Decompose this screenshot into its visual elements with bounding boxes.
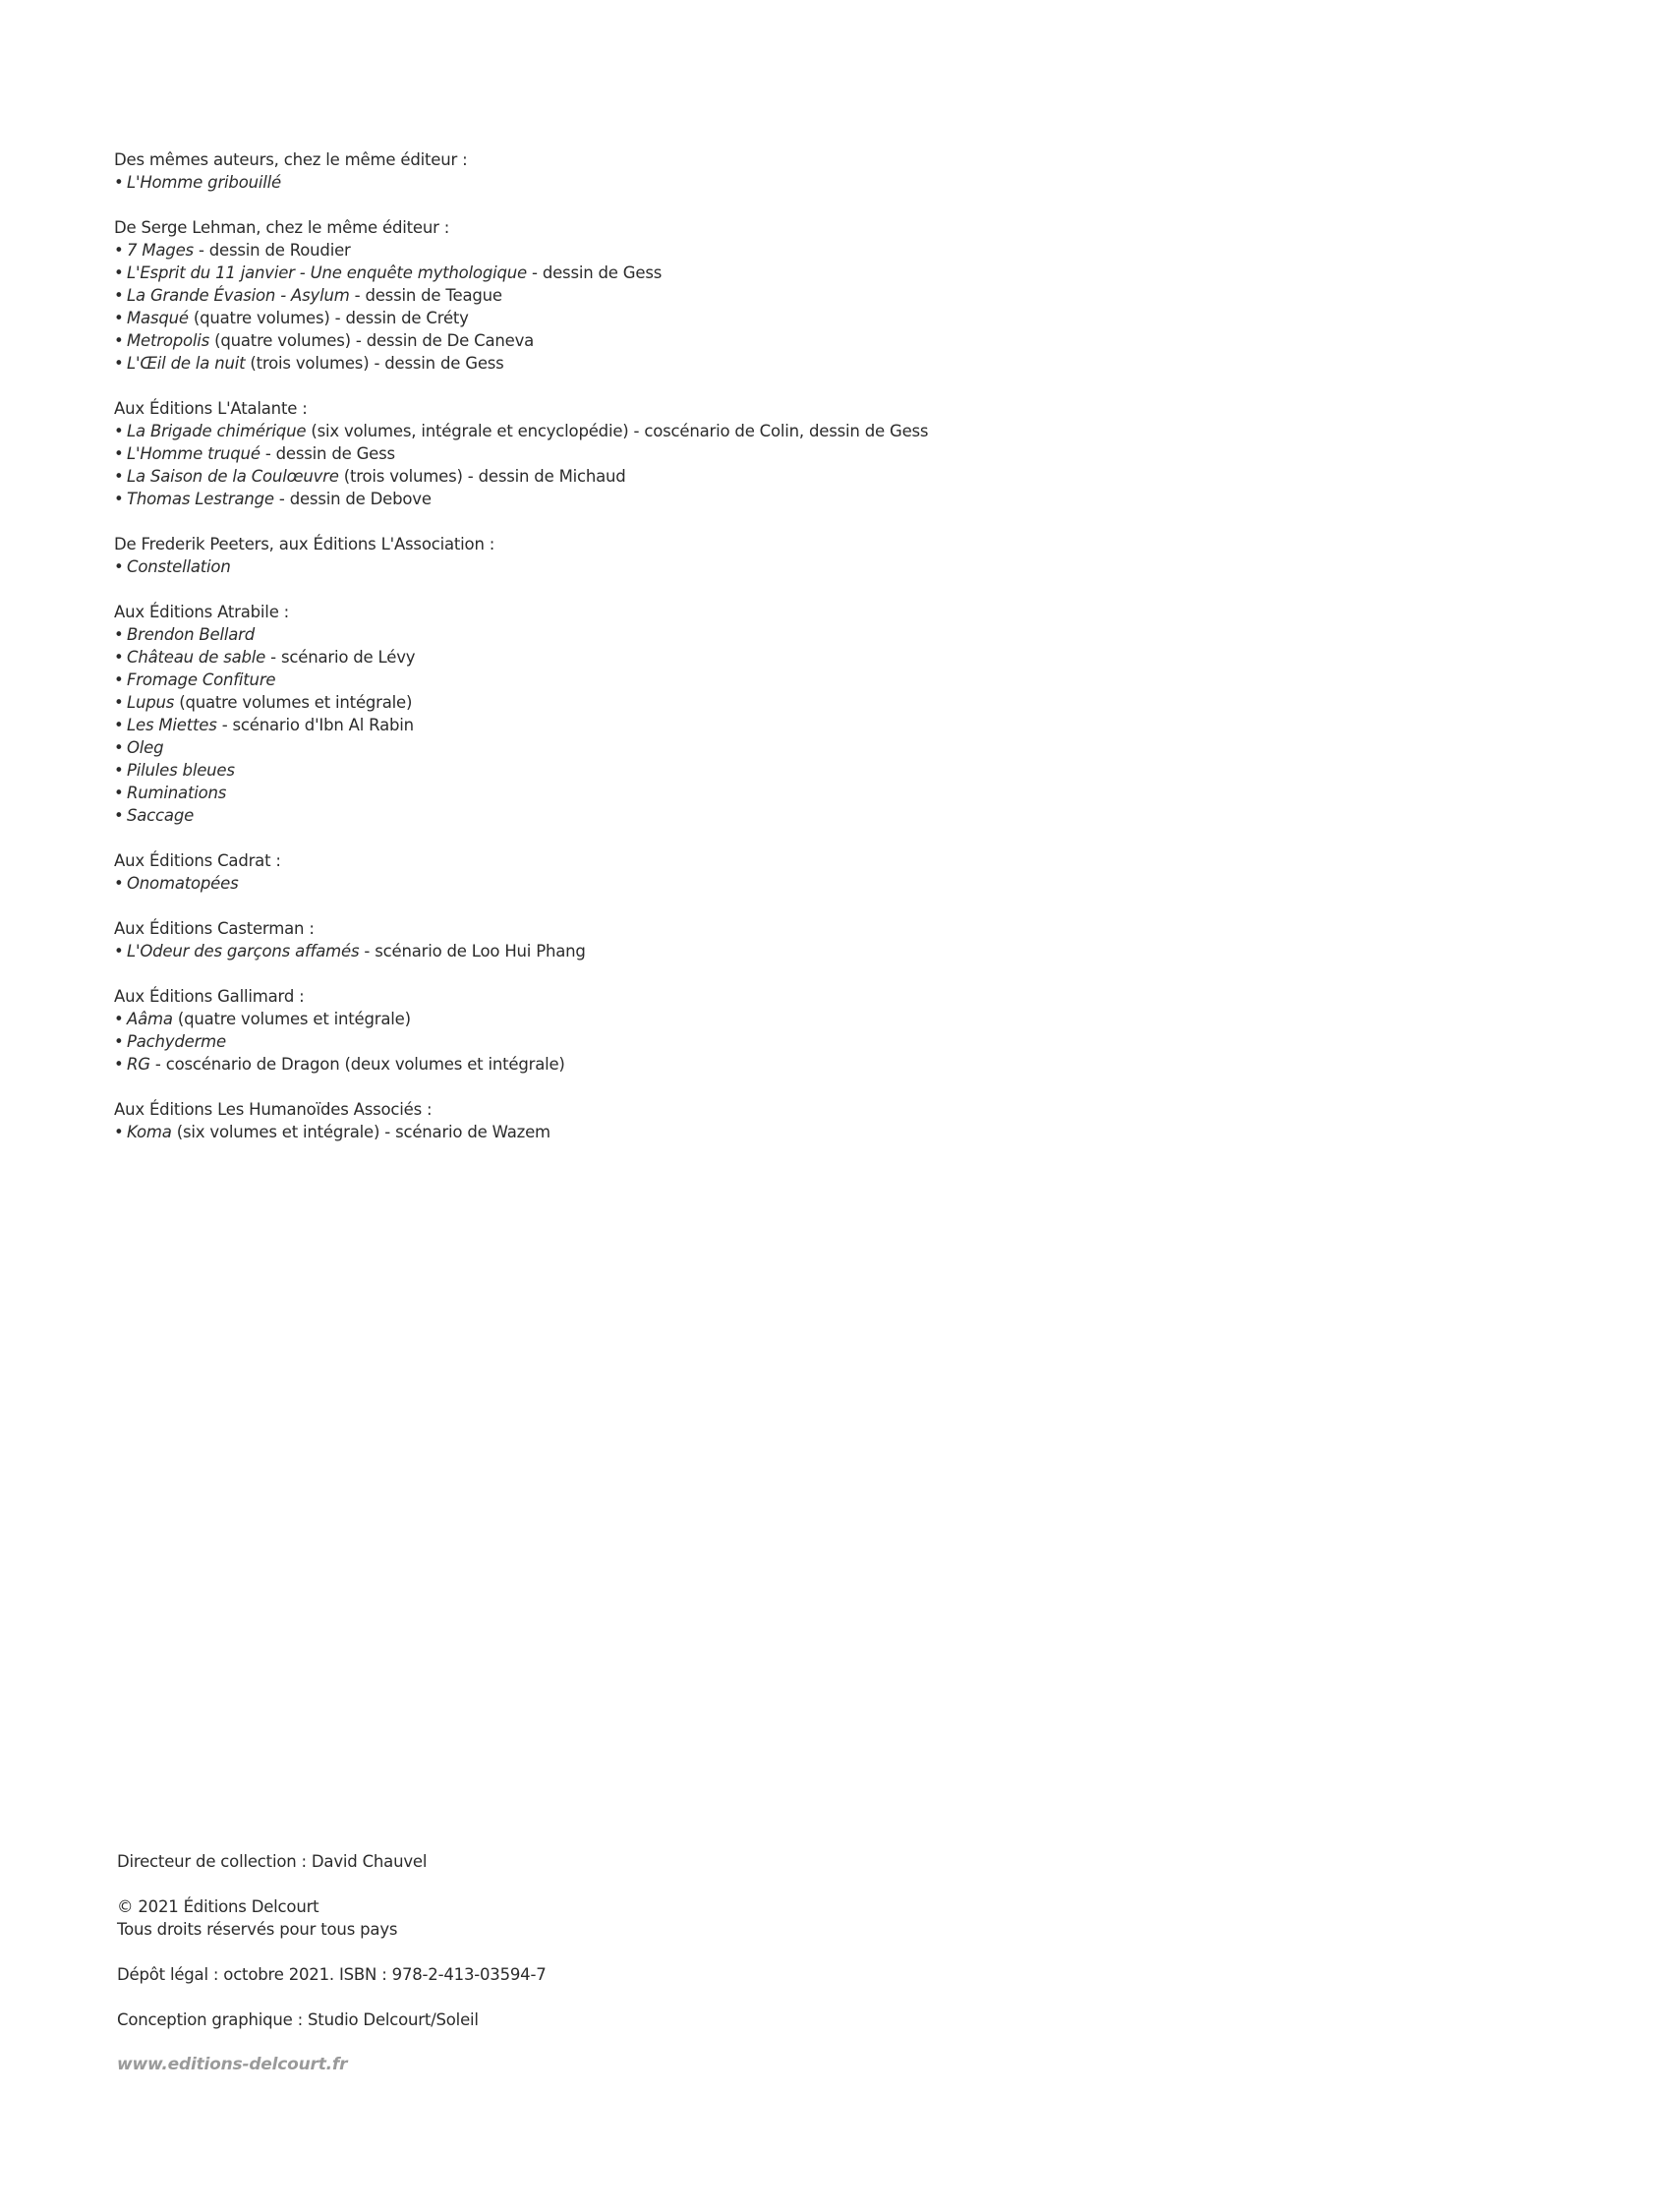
bullet-icon: • xyxy=(114,331,124,350)
list-item xyxy=(114,488,1490,510)
book-title: RG xyxy=(127,1055,150,1074)
bullet-icon: • xyxy=(114,557,124,576)
list-item xyxy=(114,555,1490,578)
book-title: Ruminations xyxy=(127,784,227,802)
book-details: (trois volumes) - dessin de Michaud xyxy=(338,467,626,486)
bullet-icon: • xyxy=(114,670,124,689)
bullet-icon: • xyxy=(114,309,124,327)
list-item xyxy=(114,284,1490,307)
bullet-icon: • xyxy=(114,693,124,712)
book-details: (quatre volumes et intégrale) xyxy=(172,1010,411,1028)
list-item xyxy=(114,1121,1490,1143)
publisher-section xyxy=(114,849,1490,895)
bullet-icon: • xyxy=(114,444,124,463)
book-details: - scénario d'Ibn Al Rabin xyxy=(216,716,414,734)
book-title: Koma xyxy=(127,1123,172,1141)
list-item xyxy=(114,420,1490,442)
graphic-design-credit: Conception graphique : Studio Delcourt/Soleil xyxy=(117,2010,479,2029)
bullet-icon: • xyxy=(114,490,124,508)
bullet-icon: • xyxy=(114,467,124,486)
section-heading: De Frederik Peeters, aux Éditions L'Association : xyxy=(114,535,495,553)
list-item xyxy=(114,352,1490,375)
list-item xyxy=(114,171,1490,194)
book-details: - scénario de Lévy xyxy=(265,648,416,667)
publisher-section xyxy=(114,397,1490,510)
spacer xyxy=(117,1941,1002,1963)
list-item xyxy=(114,307,1490,329)
section-heading: Aux Éditions Cadrat : xyxy=(114,851,281,870)
list-item xyxy=(114,759,1490,782)
list-item xyxy=(114,262,1490,284)
bullet-icon: • xyxy=(114,241,124,260)
book-title: L'Esprit du 11 janvier - Une enquête mythologique xyxy=(127,263,527,282)
book-title: Lupus xyxy=(127,693,175,712)
book-details: - dessin de Debove xyxy=(273,490,432,508)
list-item xyxy=(114,736,1490,759)
book-details: (quatre volumes et intégrale) xyxy=(174,693,413,712)
book-title: Oleg xyxy=(127,738,164,757)
bullet-icon: • xyxy=(114,784,124,802)
book-details: - coscénario de Dragon (deux volumes et intégrale) xyxy=(149,1055,565,1074)
spacer xyxy=(117,2031,1002,2054)
book-details: (six volumes et intégrale) - scénario de Wazem xyxy=(171,1123,550,1141)
publisher-section xyxy=(114,985,1490,1076)
bullet-icon: • xyxy=(114,761,124,780)
list-item xyxy=(114,1053,1490,1076)
list-item xyxy=(114,1008,1490,1030)
list-item xyxy=(114,646,1490,669)
bullet-icon: • xyxy=(114,716,124,734)
legal-deposit: Dépôt légal : octobre 2021. ISBN : 978-2-413-03594-7 xyxy=(117,1965,547,1984)
book-title: Château de sable xyxy=(127,648,266,667)
spacer xyxy=(117,1873,1002,1895)
book-title: L'Homme truqué xyxy=(127,444,260,463)
bibliography xyxy=(114,148,1490,1166)
bullet-icon: • xyxy=(114,874,124,893)
book-title: La Brigade chimérique xyxy=(127,422,307,440)
bullet-icon: • xyxy=(114,942,124,960)
book-title: Brendon Bellard xyxy=(127,625,255,644)
book-details: - dessin de Gess xyxy=(260,444,395,463)
book-title: La Saison de la Coulœuvre xyxy=(127,467,339,486)
book-title: Les Miettes xyxy=(127,716,217,734)
publisher-section xyxy=(114,533,1490,578)
copyright: © 2021 Éditions Delcourt xyxy=(117,1897,319,1916)
book-details: - dessin de Gess xyxy=(526,263,663,282)
book-title: Masqué xyxy=(127,309,189,327)
bullet-icon: • xyxy=(114,1055,124,1074)
bullet-icon: • xyxy=(114,173,124,192)
book-title: Pachyderme xyxy=(127,1032,226,1051)
spacer xyxy=(117,1986,1002,2008)
book-title: La Grande Évasion - Asylum xyxy=(127,286,350,305)
bullet-icon: • xyxy=(114,648,124,667)
list-item xyxy=(114,691,1490,714)
bullet-icon: • xyxy=(114,286,124,305)
collection-director: Directeur de collection : David Chauvel xyxy=(117,1852,428,1871)
list-item xyxy=(114,804,1490,827)
bullet-icon: • xyxy=(114,738,124,757)
bullet-icon: • xyxy=(114,263,124,282)
book-details: (quatre volumes) - dessin de De Caneva xyxy=(209,331,535,350)
section-heading: Aux Éditions Les Humanoïdes Associés : xyxy=(114,1100,433,1119)
book-title: Fromage Confiture xyxy=(127,670,276,689)
book-details: (six volumes, intégrale et encyclopédie) - coscénario de Colin, dessin de Gess xyxy=(306,422,929,440)
section-heading: Aux Éditions L'Atalante : xyxy=(114,399,308,418)
book-title: Onomatopées xyxy=(127,874,239,893)
list-item xyxy=(114,329,1490,352)
section-heading: Des mêmes auteurs, chez le même éditeur : xyxy=(114,150,468,169)
publisher-section xyxy=(114,601,1490,827)
list-item xyxy=(114,714,1490,736)
rights-notice: Tous droits réservés pour tous pays xyxy=(117,1920,398,1939)
book-title: L'Œil de la nuit xyxy=(127,354,246,373)
book-title: Pilules bleues xyxy=(127,761,235,780)
list-item xyxy=(114,940,1490,962)
bullet-icon: • xyxy=(114,1032,124,1051)
book-title: 7 Mages xyxy=(127,241,194,260)
list-item xyxy=(114,782,1490,804)
publisher-section xyxy=(114,148,1490,194)
book-details: (trois volumes) - dessin de Gess xyxy=(245,354,504,373)
book-title: Aâma xyxy=(127,1010,173,1028)
bullet-icon: • xyxy=(114,1010,124,1028)
section-heading: De Serge Lehman, chez le même éditeur : xyxy=(114,218,450,237)
list-item xyxy=(114,1030,1490,1053)
book-title: L'Odeur des garçons affamés xyxy=(127,942,360,960)
bullet-icon: • xyxy=(114,422,124,440)
book-details: (quatre volumes) - dessin de Créty xyxy=(188,309,469,327)
publisher-section xyxy=(114,216,1490,375)
section-heading: Aux Éditions Casterman : xyxy=(114,919,315,938)
list-item xyxy=(114,669,1490,691)
book-title: Constellation xyxy=(127,557,231,576)
book-details: - dessin de Roudier xyxy=(193,241,351,260)
bullet-icon: • xyxy=(114,354,124,373)
publisher-section xyxy=(114,917,1490,962)
book-title: Saccage xyxy=(127,806,195,825)
book-title: L'Homme gribouillé xyxy=(127,173,281,192)
book-title: Thomas Lestrange xyxy=(127,490,274,508)
list-item xyxy=(114,465,1490,488)
bullet-icon: • xyxy=(114,1123,124,1141)
list-item xyxy=(114,239,1490,262)
publisher-section xyxy=(114,1098,1490,1143)
book-title: Metropolis xyxy=(127,331,210,350)
list-item xyxy=(114,872,1490,895)
section-heading: Aux Éditions Atrabile : xyxy=(114,603,290,621)
book-details: - dessin de Teague xyxy=(349,286,502,305)
colophon xyxy=(117,1850,1002,2076)
list-item xyxy=(114,623,1490,646)
section-heading: Aux Éditions Gallimard : xyxy=(114,987,305,1006)
list-item xyxy=(114,442,1490,465)
book-details: - scénario de Loo Hui Phang xyxy=(359,942,586,960)
bullet-icon: • xyxy=(114,806,124,825)
publisher-website-link[interactable]: www.editions-delcourt.fr xyxy=(117,2055,348,2074)
bullet-icon: • xyxy=(114,625,124,644)
